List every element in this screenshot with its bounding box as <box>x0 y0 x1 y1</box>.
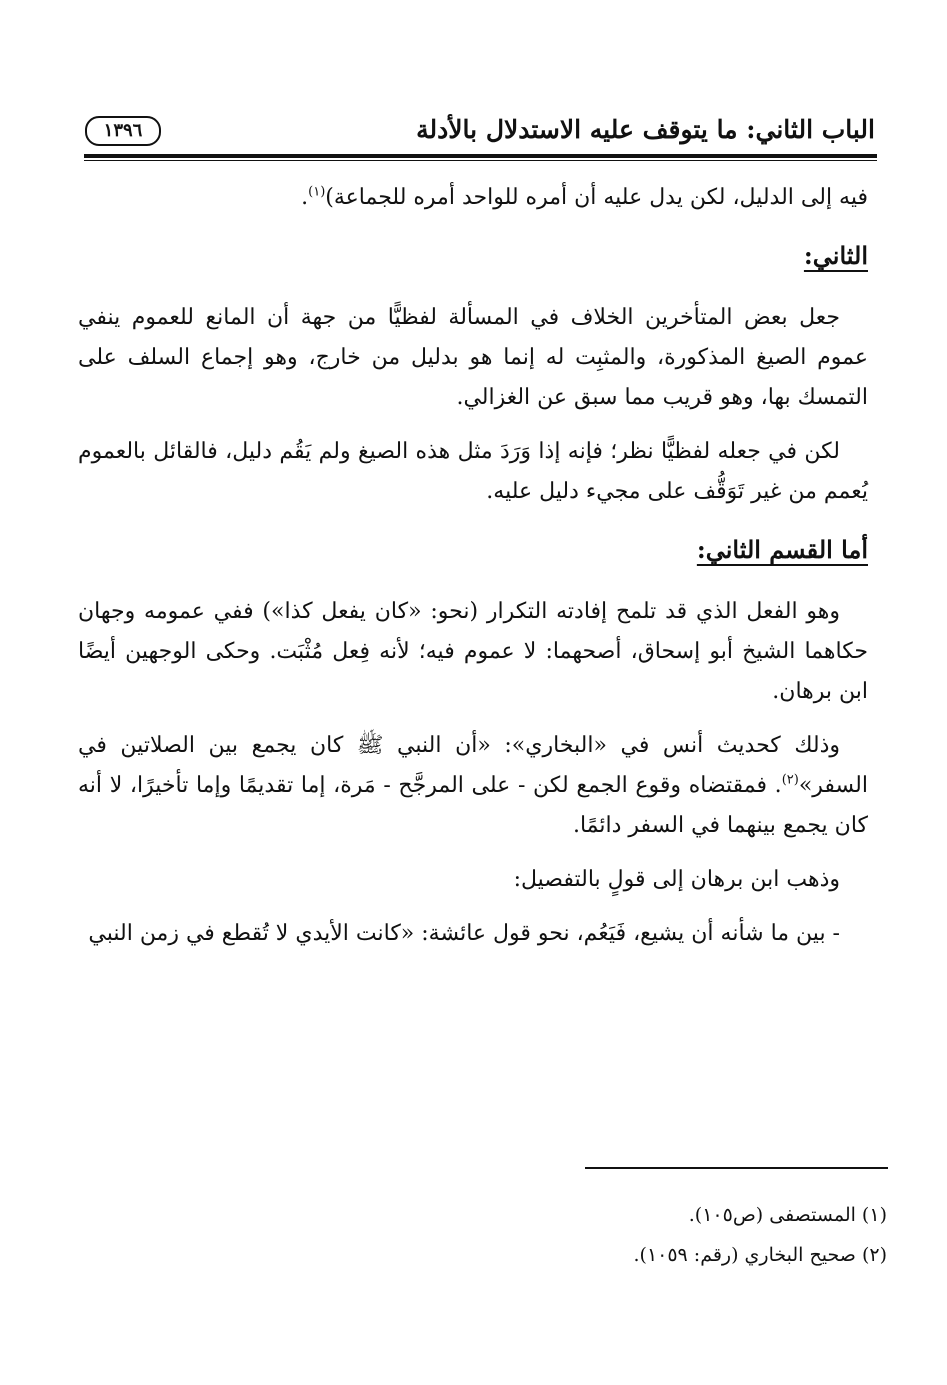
footnote-separator <box>585 1167 888 1169</box>
paragraph-continuation <box>78 178 868 218</box>
paragraph <box>78 726 868 846</box>
header-rule <box>84 154 877 158</box>
paragraph-text: فيه إلى الدليل، لكن يدل عليه أن أمره للواحد أمره للجماعة) <box>325 185 868 210</box>
paragraph: وذهب ابن برهان إلى قولٍ بالتفصيل: <box>513 867 840 892</box>
header-rule-thin <box>84 160 877 161</box>
footnote-ref: (١) <box>308 184 326 200</box>
section-heading: أما القسم الثاني: <box>696 535 868 564</box>
page-number: ١٣٩٦ <box>85 116 161 146</box>
footnote: (١) المستصفى (ص١٠٥). <box>688 1204 887 1226</box>
footnote: (٢) صحيح البخاري (رقم: ١٠٥٩). <box>633 1244 887 1266</box>
paragraph: لكن في جعله لفظيًّا نظر؛ فإنه إذا وَرَدَ مثل هذه الصيغ ولم يَقُم دليل، فالقائل بالعموم يُعمم من غير تَوَقُّف على مجيء دليل عليه. <box>78 439 868 504</box>
paragraph-text: . فمقتضاه وقوع الجمع لكن - على المرجَّح - مَرة، إما تقديمًا وإما تأخيرًا، لا أنه كان يجمع بينهما في السفر دائمًا. <box>78 773 868 838</box>
paragraph-end: . <box>301 185 309 210</box>
running-header <box>85 110 875 154</box>
paragraph: - بين ما شأنه أن يشيع، فَيَعُم، نحو قول عائشة: «كانت الأيدي لا تُقطع في زمن النبي <box>88 921 840 946</box>
footnotes <box>287 1195 887 1275</box>
chapter-title: الباب الثاني: ما يتوقف عليه الاستدلال بالأدلة <box>416 115 875 144</box>
paragraph: وهو الفعل الذي قد تلمح إفادته التكرار (نحو: «كان يفعل كذا») ففي عمومه وجهان حكاهما الشيخ أبو إسحاق، أصحهما: لا عموم فيه؛ لأنه فِعل مُثْبَت. وحكى الوجهين أيضًا ابن برهان. <box>78 599 868 704</box>
section-heading: الثاني: <box>803 241 868 270</box>
footnote-ref: (٢) <box>781 772 799 788</box>
main-text <box>78 178 868 968</box>
paragraph: جعل بعض المتأخرين الخلاف في المسألة لفظيًّا من جهة أن المانع للعموم ينفي عموم الصيغ المذكورة، والمثبِت له إنما هو بدليل من خارج، وهو إجماع السلف على التمسك بها، وهو قريب مما سبق عن الغزالي. <box>78 305 868 410</box>
paragraph-text: وذلك كحديث أنس في «البخاري»: «أن النبي ﷺ كان يجمع بين الصلاتين في السفر» <box>78 733 868 798</box>
